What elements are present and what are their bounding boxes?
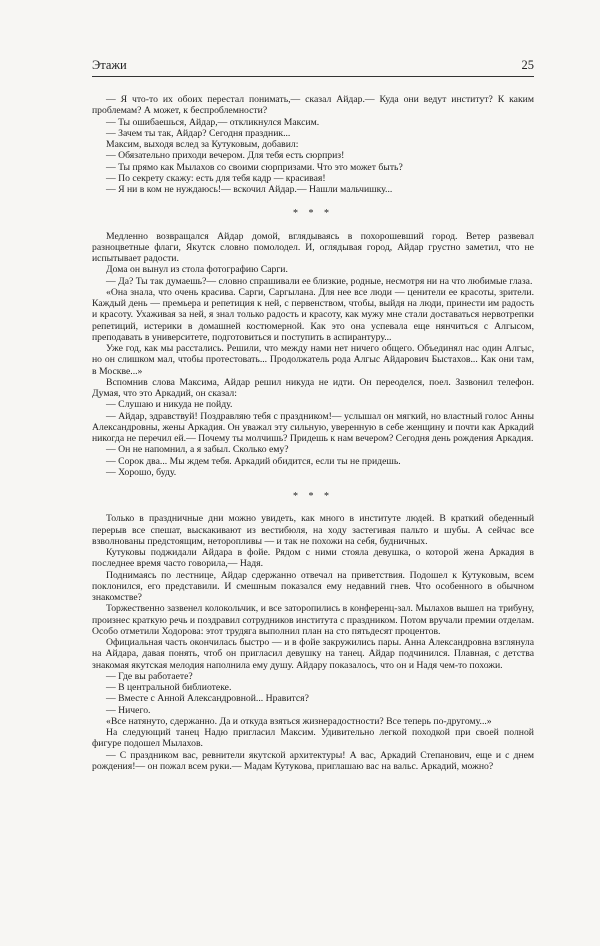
running-title: Этажи — [92, 58, 127, 72]
paragraph: — Сорок два... Мы ждем тебя. Аркадий обидится, если ты не придешь. — [106, 455, 401, 467]
paragraph: «Она знала, что очень красива. Сарги, Саргылана. Для нее все люди — ценители ее красоты, зрители. Каждый день — премьера и репетиция к ней, с первенством, чтобы, выйдя на люди, принести им радость и красоту. Ухаживая за ней, я знал только радость и красоту, как мужу мне стали доставаться нервотрепки репетиций, истерики в домашней костюмерной. Как это она успевала еще нянчиться с Алгысом, преподавать в университете, подготовиться и поступить в аспирантуру... — [92, 286, 534, 343]
paragraph: — В центральной библиотеке. — [106, 682, 232, 693]
section-separator: * * * — [293, 208, 333, 220]
section-2 — [92, 231, 534, 479]
paragraph: — Обязательно приходи вечером. Для тебя есть сюрприз! — [106, 150, 345, 162]
paragraph: Максим, выходя вслед за Кутуковым, добавил: — [106, 139, 299, 150]
section-1 — [92, 94, 534, 195]
text-column — [92, 94, 534, 772]
paragraph: Торжественно зазвенел колокольчик, и все заторопились в конференц-зал. Мылахов вышел на трибуну, произнес краткую речь и поздравил сотрудников института с праздником. Потом вручали премии отделам. Особо отметили Ходорова: этот трудяга выполнил план на сто пятьдесят процентов. — [92, 603, 534, 637]
paragraph: — Хорошо, буду. — [106, 466, 177, 478]
paragraph: — По секрету скажу: есть для тебя кадр — красивая! — [106, 172, 326, 184]
paragraph: — Я ни в ком не нуждаюсь!— вскочил Айдар.— Нашли мальчишку... — [106, 184, 393, 195]
paragraph: «Все натянуто, сдержанно. Да и откуда взяться жизнерадостности? Все теперь по-другому...» — [106, 715, 492, 727]
paragraph: — Айдар, здравствуй! Поздравляю тебя с праздником!— услышал он мягкий, но властный голос Анны Александровны, жены Аркадия. Он уважал эту сильную, уверенную в себе женщину и почти как Аркадий никогда не перечил ей.— Почему ты молчишь? Придешь к нам вечером? Сегодня день рождения Аркадия. — [92, 410, 534, 444]
paragraph: На следующий танец Надю пригласил Максим. Удивительно легкой походкой при своей полной фигуре подошел Мылахов. — [92, 727, 534, 750]
paragraph: — Слушаю и никуда не пойду. — [106, 399, 233, 411]
paragraph: — Ничего. — [106, 704, 151, 716]
section-3 — [92, 513, 534, 772]
paragraph: Дома он вынул из стола фотографию Сарги. — [106, 264, 288, 276]
page-number: 25 — [521, 58, 534, 72]
paragraph: — Он не напомнил, а я забыл. Сколько ему? — [106, 444, 289, 456]
paragraph: Медленно возвращался Айдар домой, вглядываясь в похорошевший город. Ветер развевал разноцветные флаги, Якутск словно помолодел. И, оглядывая город, Айдар грустно заметил, что не испытывает радости. — [92, 230, 534, 264]
paragraph: Только в праздничные дни можно увидеть, как много в институте людей. В краткий обеденный перерыв все спешат, выскакивают из вестибюля, на ходу застегивая пальто и шубы. А сейчас все взволнованы предстоящим, неторопливы — и так не похожи на себя, будничных. — [92, 513, 534, 547]
paragraph: — Я что-то их обоих перестал понимать,— сказал Айдар.— Куда они ведут институт? К каким проблемам? А может, к беспроблемности? — [92, 94, 534, 117]
paragraph: Поднимаясь по лестнице, Айдар сдержанно отвечал на приветствия. Подошел к Кутуковым, всем поклонился, его представили. И смешным показался ему недавний гнев. Что особенного в обычном знакомстве? — [92, 569, 534, 603]
section-separator: * * * — [293, 491, 333, 502]
paragraph: — Да? Ты так думаешь?— словно спрашивали ее близкие, родные, несмотря ни на что любимые глаза. — [106, 275, 533, 287]
paragraph: Уже год, как мы расстались. Решили, что между нами нет ничего общего. Объединял нас один Алгыс, но он слишком мал, чтобы протестовать... Продолжатель рода Алгыс Айдарович Быстахов... Как они там, в Москве...» — [92, 343, 534, 377]
paragraph: — Вместе с Анной Александровной... Нравится? — [106, 693, 309, 705]
paragraph: — Где вы работаете? — [106, 670, 193, 682]
paragraph: — Зачем ты так, Айдар? Сегодня праздник... — [106, 127, 291, 139]
paragraph: Кутуковы поджидали Айдара в фойе. Рядом с ними стояла девушка, о которой жена Аркадия в последнее время часто говорила,— Надя. — [92, 547, 534, 570]
paragraph: — Ты прямо как Мылахов со своими сюрпризами. Что это может быть? — [106, 161, 403, 173]
paragraph: — С праздником вас, ревнители якутской архитектуры! А вас, Аркадий Степанович, еще и с днем рождения!— он пожал всем руки.— Мадам Кутукова, приглашаю вас на вальс. Аркадий, можно? — [92, 749, 534, 772]
paragraph: — Ты ошибаешься, Айдар,— откликнулся Максим. — [106, 116, 320, 128]
running-header — [92, 58, 534, 77]
paragraph: Вспомнив слова Максима, Айдар решил никуда не идти. Он переоделся, поел. Зазвонил телефон. Думая, что это Аркадий, он сказал: — [92, 376, 534, 399]
paragraph: Официальная часть окончилась быстро — и в фойе закружились пары. Анна Александровна взглянула на Айдара, давая понять, чтоб он пригласил девушку на танец. Айдар подчинился. Плавная, с детства знакомая якутская мелодия наполнила ему душу. Айдару показалось, что он и Надя чем-то похожи. — [92, 637, 534, 671]
